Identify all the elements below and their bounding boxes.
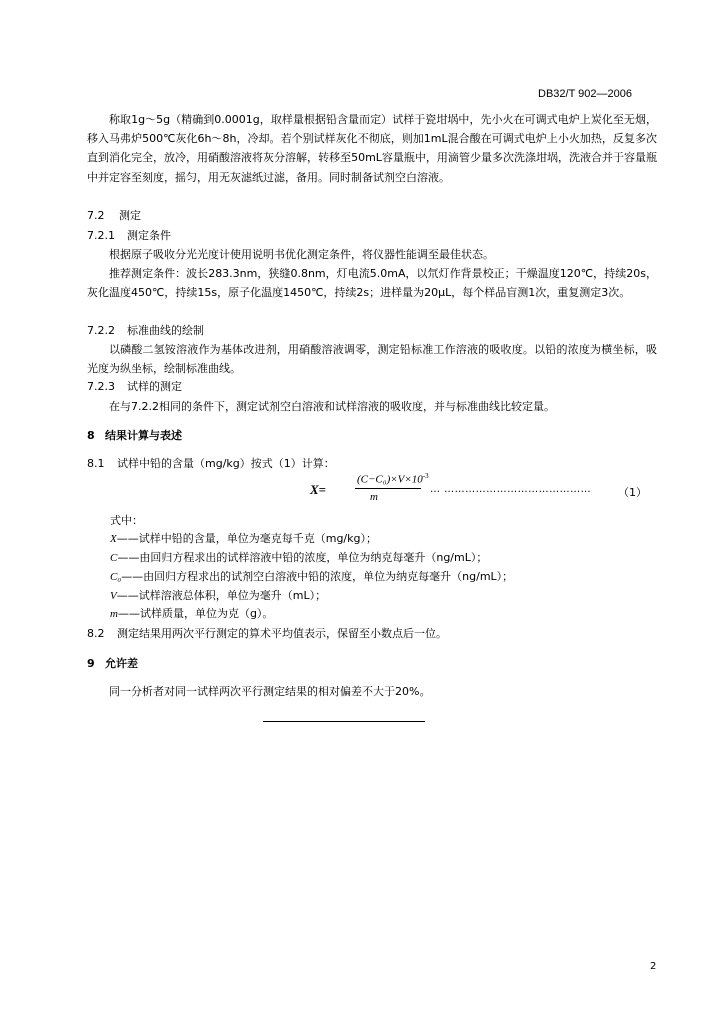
variable-definition <box>110 530 377 546</box>
formula-equals: = <box>318 482 327 497</box>
clause-8-1 <box>87 455 335 471</box>
heading-title: 测定 <box>119 209 141 222</box>
end-rule <box>263 721 425 722</box>
variable-description: ——由回归方程求出的试样溶液中铅的浓度，单位为纳克每毫升（ng/mL）； <box>117 551 488 564</box>
clause-text: 测定结果用两次平行测定的算术平均值表示，保留至小数点后一位。 <box>117 627 447 640</box>
formula-leader-dots: … …………………………………… <box>430 484 592 495</box>
clause-number: 8.1 <box>87 457 105 470</box>
heading-number: 9 <box>87 657 95 670</box>
paragraph-7-2-2: 以磷酸二氢铵溶液作为基体改进剂，用硝酸溶液调零，测定铅标准工作溶液的吸收度。以铅的浓度为横坐标，吸光度为纵坐标，绘制标准曲线。 <box>87 343 657 376</box>
paragraph-7-2-1-a: 根据原子吸收分光光度计使用说明书优化测定条件，将仪器性能调至最佳状态。 <box>109 248 494 261</box>
where-label: 式中： <box>110 514 143 527</box>
formula-numerator-text: (C−C₀)×V×10 <box>357 473 423 486</box>
paragraph-ashing-procedure: 称取1g～5g（精确到0.0001g，取样量根据铅含量而定）试样于瓷坩埚中，先小火在可调式电炉上炭化至无烟，移入马弗炉500℃灰化6h～8h，冷却。若个别试样灰化不彻底，则加1mL混合酸在可调式电炉上小火加热，反复多次直到消化完全，放冷，用硝酸溶液将灰分溶解，转移至50mL容量瓶中，用滴管少量多次洗涤坩埚，洗液合并于容量瓶中并定容至刻度，摇匀，用无灰滤纸过滤，备用。同时制备试剂空白溶液。 <box>87 113 657 184</box>
formula-exponent: -3 <box>422 472 429 480</box>
heading-number: 8 <box>87 429 95 442</box>
clause-text: 试样中铅的含量（mg/kg）按式（1）计算： <box>117 457 335 470</box>
heading-7-2-2 <box>87 322 204 338</box>
heading-number: 7.2.1 <box>87 229 115 242</box>
page-number: 2 <box>650 961 657 972</box>
formula-numerator <box>357 472 429 486</box>
paragraph-7-2-1-b: 推荐测定条件：波长283.3nm，狭缝0.8nm，灯电流5.0mA，以氘灯作背景校正；干燥温度120℃，持续20s，灰化温度450℃，持续15s，原子化温度1450℃，持续2s；进样量为20μL，每个样品盲测1次，重复测定3次。 <box>87 267 657 300</box>
heading-9 <box>87 655 138 671</box>
paragraph-7-2-3: 在与7.2.2相同的条件下，测定试剂空白溶液和试样溶液的吸收度，并与标准曲线比较定量。 <box>109 400 555 413</box>
heading-8 <box>87 427 182 443</box>
formula-lhs <box>310 482 326 498</box>
heading-number: 7.2 <box>87 209 105 222</box>
paragraph-9: 同一分析者对同一试样两次平行测定结果的相对偏差不大于20%。 <box>109 685 431 698</box>
heading-7-2-1 <box>87 227 171 243</box>
clause-8-2 <box>87 625 447 641</box>
document-id: DB32/T 902—2006 <box>538 88 632 100</box>
heading-title: 允许差 <box>105 657 138 670</box>
clause-number: 8.2 <box>87 627 105 640</box>
heading-title: 标准曲线的绘制 <box>127 324 204 337</box>
variable-symbol: X <box>110 533 117 545</box>
variable-description: ——试样溶液总体积，单位为毫升（mL）； <box>116 589 327 602</box>
variable-definition <box>110 605 273 621</box>
variable-definition <box>110 587 326 603</box>
variable-symbol: V <box>110 590 117 602</box>
variable-symbol: C <box>110 552 118 564</box>
heading-title: 测定条件 <box>127 229 171 242</box>
variable-description: ——试样质量，单位为克（g）。 <box>117 607 274 620</box>
variable-definition <box>110 568 513 584</box>
formula-number: （1） <box>618 486 647 499</box>
variable-description: ——试样中铅的含量，单位为毫克每千克（mg/kg）； <box>116 532 377 545</box>
heading-title: 试样的测定 <box>127 380 182 393</box>
heading-title: 结果计算与表述 <box>105 429 182 442</box>
variable-definition <box>110 549 487 565</box>
formula-denominator: m <box>370 491 378 503</box>
formula-fraction-bar <box>355 488 421 489</box>
variable-symbol: C₀ <box>110 571 122 583</box>
heading-number: 7.2.3 <box>87 380 115 393</box>
heading-7-2 <box>87 207 141 223</box>
variable-symbol: m <box>110 608 118 620</box>
variable-description: ——由回归方程求出的试剂空白溶液中铅的浓度，单位为纳克每毫升（ng/mL）； <box>121 570 514 583</box>
heading-7-2-3 <box>87 378 182 394</box>
heading-number: 7.2.2 <box>87 324 115 337</box>
formula-lhs-symbol: X <box>310 482 319 497</box>
